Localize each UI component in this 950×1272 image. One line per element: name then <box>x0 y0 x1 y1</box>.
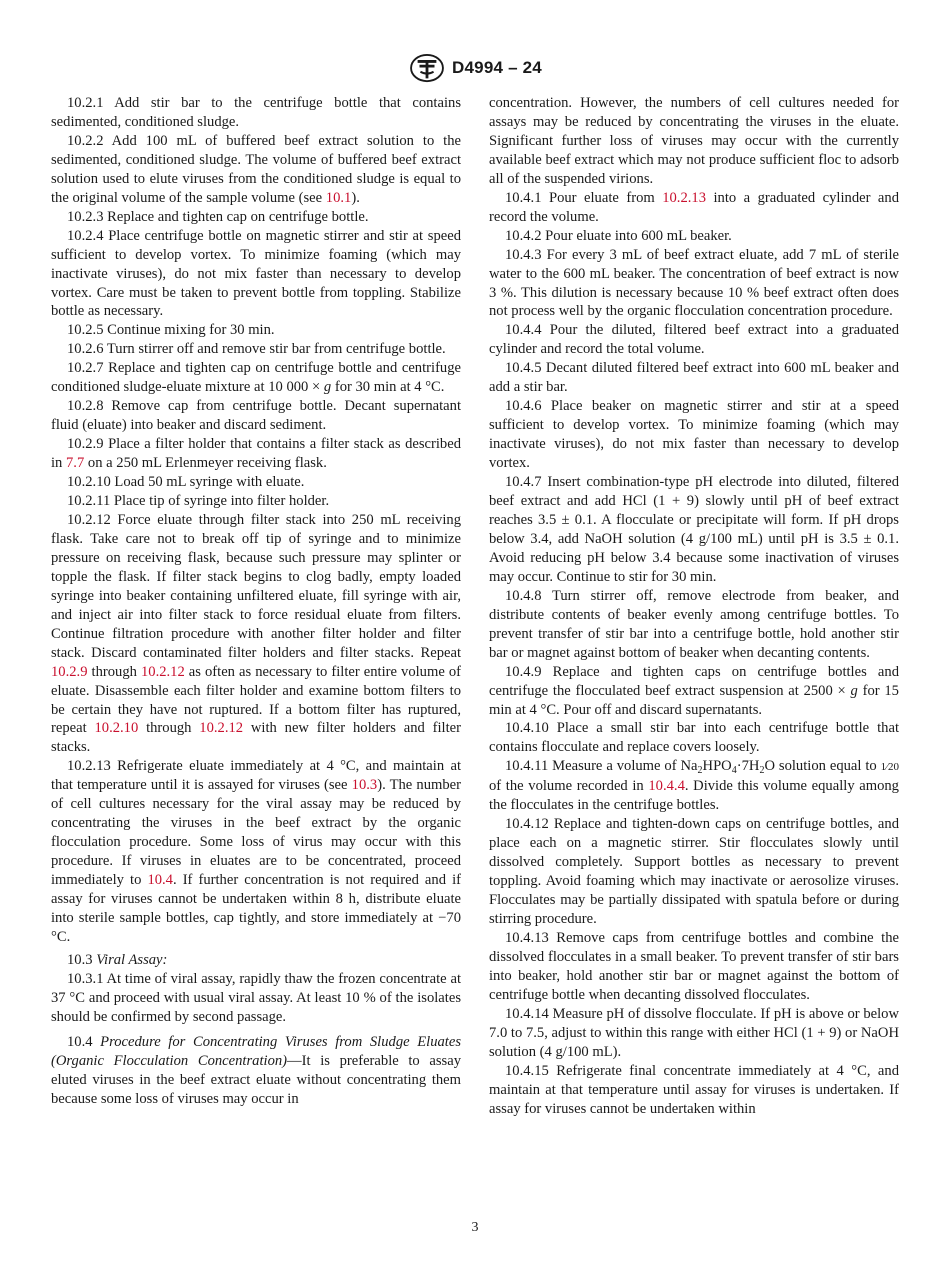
ref-link-10-2-9[interactable]: 10.2.9 <box>51 663 88 680</box>
astm-logo-icon <box>408 53 446 83</box>
para-continued: concentration. However, the numbers of cell cultures needed for assays may be reduced by concentrating the viruses in the eluate. Significant further loss of viruses may occur with the currently available beef extract which may not produce sufficient floc to adsorb all of the suspended virions. <box>489 95 899 187</box>
para-10-4-2: 10.4.2 Pour eluate into 600 mL beaker. <box>505 227 732 244</box>
para-10-4-13: 10.4.13 Remove caps from centrifuge bottles and combine the dissolved flocculates in a small beaker. To prevent transfer of stir bars into beaker, hold another stir bar or magnet against the bottom of centrifuge bottle when decanting dissolved flocculates. <box>489 929 899 1003</box>
ref-link-10-2-10[interactable]: 10.2.10 <box>94 720 139 737</box>
para-10-2-11: 10.2.11 Place tip of syringe into filter holder. <box>67 493 330 510</box>
para-10-4-4: 10.4.4 Pour the diluted, filtered beef extract into a graduated cylinder and record the total volume. <box>489 322 899 358</box>
para-10-4-3: 10.4.3 For every 3 mL of beef extract eluate, add 7 mL of sterile water to the 600 mL beaker. The concentration of beef extract is now 3 %. This dilution is necessary because 10 % beef extract often does not process well by the organic flocculation concentration procedure. <box>489 246 899 320</box>
para-10-4-7: 10.4.7 Insert combination-type pH electrode into diluted, filtered beef extract and add HCl (1 + 9) slowly until pH of beef extract reaches 3.5 ± 0.1. A flocculate or precipitate will form. If pH drops below 3.4, add NaOH solution (4 g/100 mL) until pH is 3.5 ± 0.1. Avoid reducing pH below 3.4 because some inactivation of viruses may occur. Continue to stir for 30 min. <box>489 474 899 585</box>
para-10-2-6: 10.2.6 Turn stirrer off and remove stir bar from centrifuge bottle. <box>67 341 446 358</box>
para-10-2-8: 10.2.8 Remove cap from centrifuge bottle. Decant supernatant fluid (eluate) into beaker and discard sediment. <box>51 398 461 434</box>
para-10-2-5: 10.2.5 Continue mixing for 30 min. <box>67 322 275 339</box>
para-10-2-2: 10.2.2 Add 100 mL of buffered beef extract solution to the sedimented, conditioned sludge. The volume of buffered beef extract solution used to elute viruses from the conditioned sludge is equal to the original volume of the sample volume (see 10.1). <box>51 132 461 206</box>
para-10-2-7: 10.2.7 Replace and tighten cap on centrifuge bottle and centrifuge conditioned sludge-eluate mixture at 10 000 × g for 30 min at 4 °C. <box>51 360 461 396</box>
left-column <box>51 94 461 1109</box>
para-10-4-12: 10.4.12 Replace and tighten-down caps on centrifuge bottles, and place each on a magnetic stirrer. Stir flocculates slowly until dissolved completely. Support bottles as necessary to prevent toppling. Avoid foaming which may inactivate or aerosolize viruses. Flocculates may be partially dissipated with spatula before or during stirring procedure. <box>489 816 899 927</box>
ref-link-10-2-12[interactable]: 10.2.12 <box>140 663 185 680</box>
section-10-4-heading: 10.4 Procedure for Concentrating Viruses from Sludge Eluates (Organic Flocculation Concentration)—It is preferable to assay eluted viruses in the beef extract eluate without concentrating them because some loss of viruses may occur in <box>51 1033 462 1107</box>
para-10-4-11: 10.4.11 Measure a volume of $Na_2HPO_4\cdot 7H_2O$ solution equal to 1⁄20 of the volume recorded in 10.4.4. Divide this volume equally among the flocculates in the centrifuge bottles. <box>489 758 899 814</box>
para-10-2-3: 10.2.3 Replace and tighten cap on centrifuge bottle. <box>67 208 369 225</box>
para-10-2-13: 10.2.13 Refrigerate eluate immediately at 4 °C, and maintain at that temperature until it is assayed for viruses (see 10.3). The number of cell cultures necessary for the viral assay may be reduced by concentrating the viruses in the beef extract by the organic flocculation procedure. Some loss of virus may occur with this procedure. If viruses in eluates are to be concentrated, proceed immediately to 10.4. If further concentration is not required and if assay for viruses cannot be undertaken within 8 h, distribute eluate into sterile sample bottles, cap tightly, and store immediately at −70 °C. <box>51 758 461 945</box>
ref-link-10-2-12b[interactable]: 10.2.12 <box>199 720 244 737</box>
para-10-4-8: 10.4.8 Turn stirrer off, remove electrode from beaker, and distribute contents of beaker evenly among centrifuge bottles. To prevent transfer of stir bar into a centrifuge bottle, hold another stir bar or magnet against bottom of beaker when decanting contents. <box>489 587 899 661</box>
para-10-4-1: 10.4.1 Pour eluate from 10.2.13 into a graduated cylinder and record the volume. <box>489 189 900 225</box>
para-10-2-10: 10.2.10 Load 50 mL syringe with eluate. <box>67 474 305 491</box>
page-number: 3 <box>471 1220 479 1235</box>
para-10-4-15: 10.4.15 Refrigerate final concentrate immediately at 4 °C, and maintain at that temperature until assay for viruses is undertaken. If assay for viruses cannot be undertaken within <box>489 1062 899 1117</box>
ref-link-10-3[interactable]: 10.3 <box>351 777 378 794</box>
right-column <box>489 94 899 1118</box>
para-10-4-9: 10.4.9 Replace and tighten caps on centrifuge bottles and centrifuge the flocculated beef extract suspension at 2500 × g for 15 min at 4 °C. Pour off and discard supernatants. <box>489 663 899 718</box>
para-10-4-6: 10.4.6 Place beaker on magnetic stirrer and stir at a speed sufficient to develop vortex. To minimize foaming (which may inactivate viruses), do not mix faster than necessary to develop vortex. <box>489 398 899 472</box>
ref-link-10-1[interactable]: 10.1 <box>325 189 352 206</box>
para-10-2-12: 10.2.12 Force eluate through filter stack into 250 mL receiving flask. Take care not to break off tip of syringe and to minimize pressure on receiving flask, because such pressure may splinter or topple the flask. If filter stack begins to clog badly, empty loaded syringe into beaker containing unfiltered eluate, fill syringe with air, and inject air into filter stack to force residual eluate from filters. Continue filtration procedure with another filter holder and filter stack. Discard contaminated filter holders and filter stacks. Repeat 10.2.9 through 10.2.12 as often as necessary to filter entire volume of eluate. Disassemble each filter holder and examine bottom filters to be certain they have not ruptured. If a bottom filter has ruptured, repeat 10.2.10 through 10.2.12 with new filter holders and filter stacks. <box>51 511 462 756</box>
ref-link-10-2-13[interactable]: 10.2.13 <box>662 189 706 206</box>
para-10-2-4: 10.2.4 Place centrifuge bottle on magnetic stirrer and stir at speed sufficient to develop vortex. To minimize foaming (which may inactivate viruses), do not mix faster than necessary to develop vortex. Care must be taken to prevent bottle from toppling. Stabilize bottle as necessary. <box>51 227 461 320</box>
ref-link-10-4[interactable]: 10.4 <box>147 872 173 889</box>
para-10-2-9: 10.2.9 Place a filter holder that contains a filter stack as described in 7.7 on a 250 mL Erlenmeyer receiving flask. <box>51 436 461 472</box>
para-10-4-10: 10.4.10 Place a small stir bar into each centrifuge bottle that contains flocculate and replace covers loosely. <box>489 720 899 756</box>
document-id: D4994 – 24 <box>452 58 542 77</box>
ref-link-10-4-4[interactable]: 10.4.4 <box>648 778 685 795</box>
ref-link-7-7[interactable]: 7.7 <box>66 455 85 472</box>
para-10-4-14: 10.4.14 Measure pH of dissolve flocculate. If pH is above or below 7.0 to 7.5, adjust to within this range with either HCl (1 + 9) or NaOH solution (4 g/100 mL). <box>489 1005 899 1060</box>
para-10-4-5: 10.4.5 Decant diluted filtered beef extract into 600 mL beaker and add a stir bar. <box>489 360 899 396</box>
section-10-3-heading: 10.3 Viral Assay: <box>67 951 168 968</box>
para-10-3-1: 10.3.1 At time of viral assay, rapidly thaw the frozen concentrate at 37 °C and proceed with usual viral assay. At least 10 % of the isolates should be confirmed by second passage. <box>51 970 461 1025</box>
page-header <box>0 52 950 84</box>
para-10-2-1: 10.2.1 Add stir bar to the centrifuge bottle that contains sedimented, conditioned sludge. <box>51 95 461 130</box>
